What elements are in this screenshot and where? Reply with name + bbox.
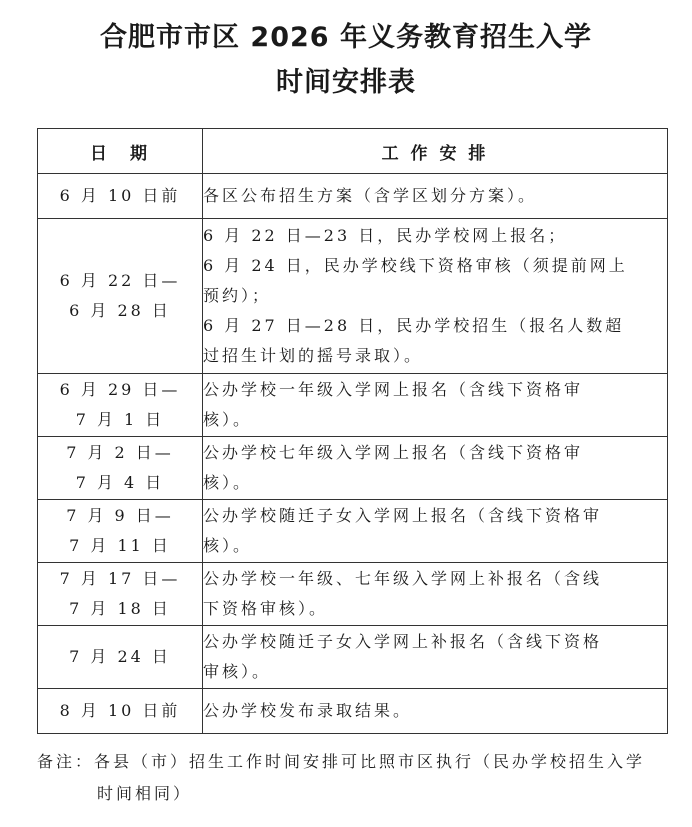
table-row (38, 563, 668, 626)
date-line: 7 月 24 日 (69, 647, 171, 666)
date-line: 6 月 29 日— (59, 380, 181, 399)
date-line: 6 月 22 日— (59, 271, 181, 290)
table-row (38, 437, 668, 500)
date-line: 6 月 10 日前 (59, 186, 181, 205)
date-cell (38, 174, 203, 219)
table-row (38, 374, 668, 437)
date-cell (38, 626, 203, 689)
work-line: 公办学校随迁子女入学网上报名（含线下资格审 (203, 506, 603, 525)
date-cell (38, 500, 203, 563)
date-line: 7 月 2 日— (66, 443, 174, 462)
date-cell (38, 219, 203, 374)
work-line: 审核）。 (203, 662, 272, 681)
date-cell (38, 689, 203, 734)
date-line: 7 月 11 日 (69, 536, 171, 555)
document-title: 合肥市市区 2026 年义务教育招生入学 (100, 22, 592, 53)
work-line: 6 月 27 日—28 日，民办学校招生（报名人数超 (203, 316, 625, 335)
table-header-row (38, 129, 668, 174)
work-cell (203, 563, 668, 626)
table-row (38, 500, 668, 563)
table-row (38, 219, 668, 374)
table-row (38, 174, 668, 219)
work-cell (203, 500, 668, 563)
work-line: 公办学校七年级入学网上报名（含线下资格审 (203, 443, 584, 462)
document-subtitle: 时间安排表 (276, 67, 416, 98)
footnote (37, 746, 667, 810)
work-line: 公办学校一年级、七年级入学网上补报名（含线 (203, 569, 603, 588)
work-cell (203, 689, 668, 734)
header-date: 日 期 (38, 129, 203, 174)
work-cell (203, 374, 668, 437)
date-line: 7 月 4 日 (75, 473, 165, 492)
work-line: 过招生计划的摇号录取）。 (203, 346, 424, 365)
work-line: 核）。 (203, 536, 253, 555)
date-cell (38, 563, 203, 626)
schedule-table (37, 128, 668, 734)
work-line: 6 月 22 日—23 日，民办学校网上报名； (203, 226, 568, 245)
date-line: 7 月 17 日— (59, 569, 181, 588)
work-line: 公办学校一年级入学网上报名（含线下资格审 (203, 380, 584, 399)
work-line: 核）。 (203, 473, 253, 492)
work-line: 核）。 (203, 410, 253, 429)
date-cell (38, 437, 203, 500)
work-line: 下资格审核）。 (203, 599, 329, 618)
work-line: 公办学校发布录取结果。 (203, 701, 413, 720)
work-line: 公办学校随迁子女入学网上补报名（含线下资格 (203, 632, 603, 651)
date-cell (38, 374, 203, 437)
table-row (38, 689, 668, 734)
work-line: 预约）； (203, 286, 272, 305)
work-line: 6 月 24 日，民办学校线下资格审核（须提前网上 (203, 256, 628, 275)
footnote-continuation: 时间相同） (97, 784, 193, 803)
work-cell (203, 437, 668, 500)
header-work: 工 作 安 排 (203, 129, 668, 174)
date-line: 7 月 1 日 (75, 410, 165, 429)
work-cell (203, 219, 668, 374)
table-row (38, 626, 668, 689)
date-line: 7 月 9 日— (66, 506, 174, 525)
date-line: 7 月 18 日 (69, 599, 171, 618)
work-cell (203, 174, 668, 219)
work-cell (203, 626, 668, 689)
work-line: 各区公布招生方案（含学区划分方案）。 (203, 186, 538, 205)
footnote-line: 备注：各县（市）招生工作时间安排可比照市区执行（民办学校招生入学 (37, 752, 646, 771)
date-line: 6 月 28 日 (69, 301, 171, 320)
date-line: 8 月 10 日前 (59, 701, 181, 720)
